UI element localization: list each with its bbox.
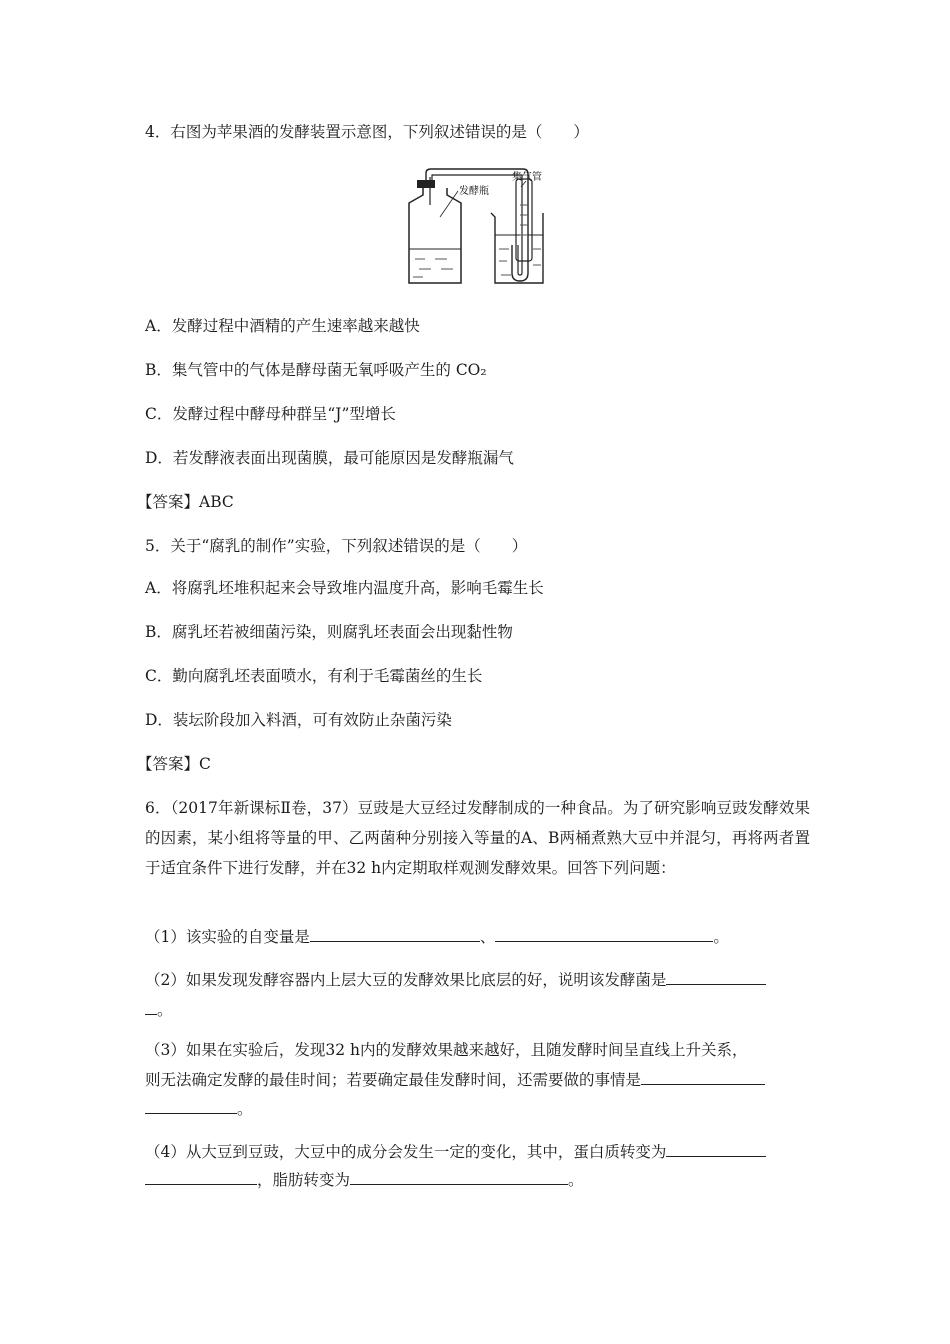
q6-sub1-blank-1[interactable] [310, 925, 480, 942]
q5-answer: 【答案】C [137, 755, 211, 773]
q6-sub4-blank-2[interactable] [145, 1168, 257, 1185]
beaker [491, 213, 543, 283]
q5-option-a: A．将腐乳坯堆积起来会导致堆内温度升高，影响毛霉生长 [145, 579, 544, 597]
fermentation-apparatus-figure [395, 165, 565, 295]
q5-option-b: B．腐乳坯若被细菌污染，则腐乳坯表面会出现黏性物 [145, 623, 513, 641]
q6-sub2-blank-1[interactable] [666, 968, 766, 985]
q6-sub2-cont: 。 [145, 998, 810, 1020]
q6-sub1-blank-2[interactable] [495, 925, 713, 942]
fermentation-apparatus-diagram [395, 165, 565, 295]
q5-stem: 5．关于“腐乳的制作”实验，下列叙述错误的是（ ） [145, 537, 528, 555]
q6-stem: 6．（2017年新课标Ⅱ卷，37）豆豉是大豆经过发酵制成的一种食品。为了研究影响豆豉发酵效果的因素，某小组将等量的甲、乙两菌种分别接入等量的A、B两桶煮熟大豆中并混匀，再将两者置于适宜条件下进行发酵，并在32 h内定期取样观测发酵效果。回答下列问题： [145, 799, 810, 877]
q6-sub4-blank-1[interactable] [666, 1140, 766, 1157]
q6-sub4-line2: ，脂肪转变为 。 [145, 1168, 810, 1190]
q4-option-b: B．集气管中的气体是酵母菌无氧呼吸产生的 CO₂ [145, 361, 487, 379]
q4-stem: 4．右图为苹果酒的发酵装置示意图，下列叙述错误的是（ ） [145, 123, 589, 141]
q6-sub3-blank-2[interactable] [145, 1097, 237, 1114]
q6-sub1: （1）该实验的自变量是 、 。 [145, 925, 810, 947]
q6-sub4-blank-3[interactable] [350, 1168, 568, 1185]
q4-option-a: A．发酵过程中酒精的产生速率越来越快 [145, 317, 420, 335]
bottle-outline [409, 188, 461, 283]
q4-option-d: D．若发酵液表面出现菌膜，最可能原因是发酵瓶漏气 [145, 449, 514, 467]
q6-sub2-text: （2）如果发现发酵容器内上层大豆的发酵效果比底层的好，说明该发酵菌是 [145, 971, 667, 989]
q6-sub2-blank-2[interactable] [145, 998, 157, 1015]
q6-sub3-blank-1[interactable] [641, 1068, 765, 1085]
q4-option-c: C．发酵过程中酵母种群呈“J”型增长 [145, 405, 396, 423]
q6-sub3-line1: （3）如果在实验后，发现32 h内的发酵效果越来越好，且随发酵时间呈直线上升关系， [145, 1041, 748, 1059]
q6-sub1-text: （1）该实验的自变量是 [145, 928, 310, 946]
q6-sub3-line2: 则无法确定发酵的最佳时间；若要确定最佳发酵时间，还需要做的事情是 [145, 1068, 810, 1090]
q5-option-d: D．装坛阶段加入料酒，可有效防止杂菌污染 [145, 711, 452, 729]
q6-sub3-line3: 。 [145, 1097, 810, 1119]
q6-sub2 [145, 968, 810, 990]
q5-option-c: C．勤向腐乳坯表面喷水，有利于毛霉菌丝的生长 [145, 667, 483, 685]
q4-answer: 【答案】ABC [137, 493, 234, 511]
q6-sub4-line1: （4）从大豆到豆豉，大豆中的成分会发生一定的变化，其中，蛋白质转变为 [145, 1140, 810, 1162]
label-gas-collection-tube: 集气管 [512, 172, 542, 183]
bottle-stopper [417, 180, 435, 188]
label-fermentation-bottle: 发酵瓶 [459, 186, 489, 197]
